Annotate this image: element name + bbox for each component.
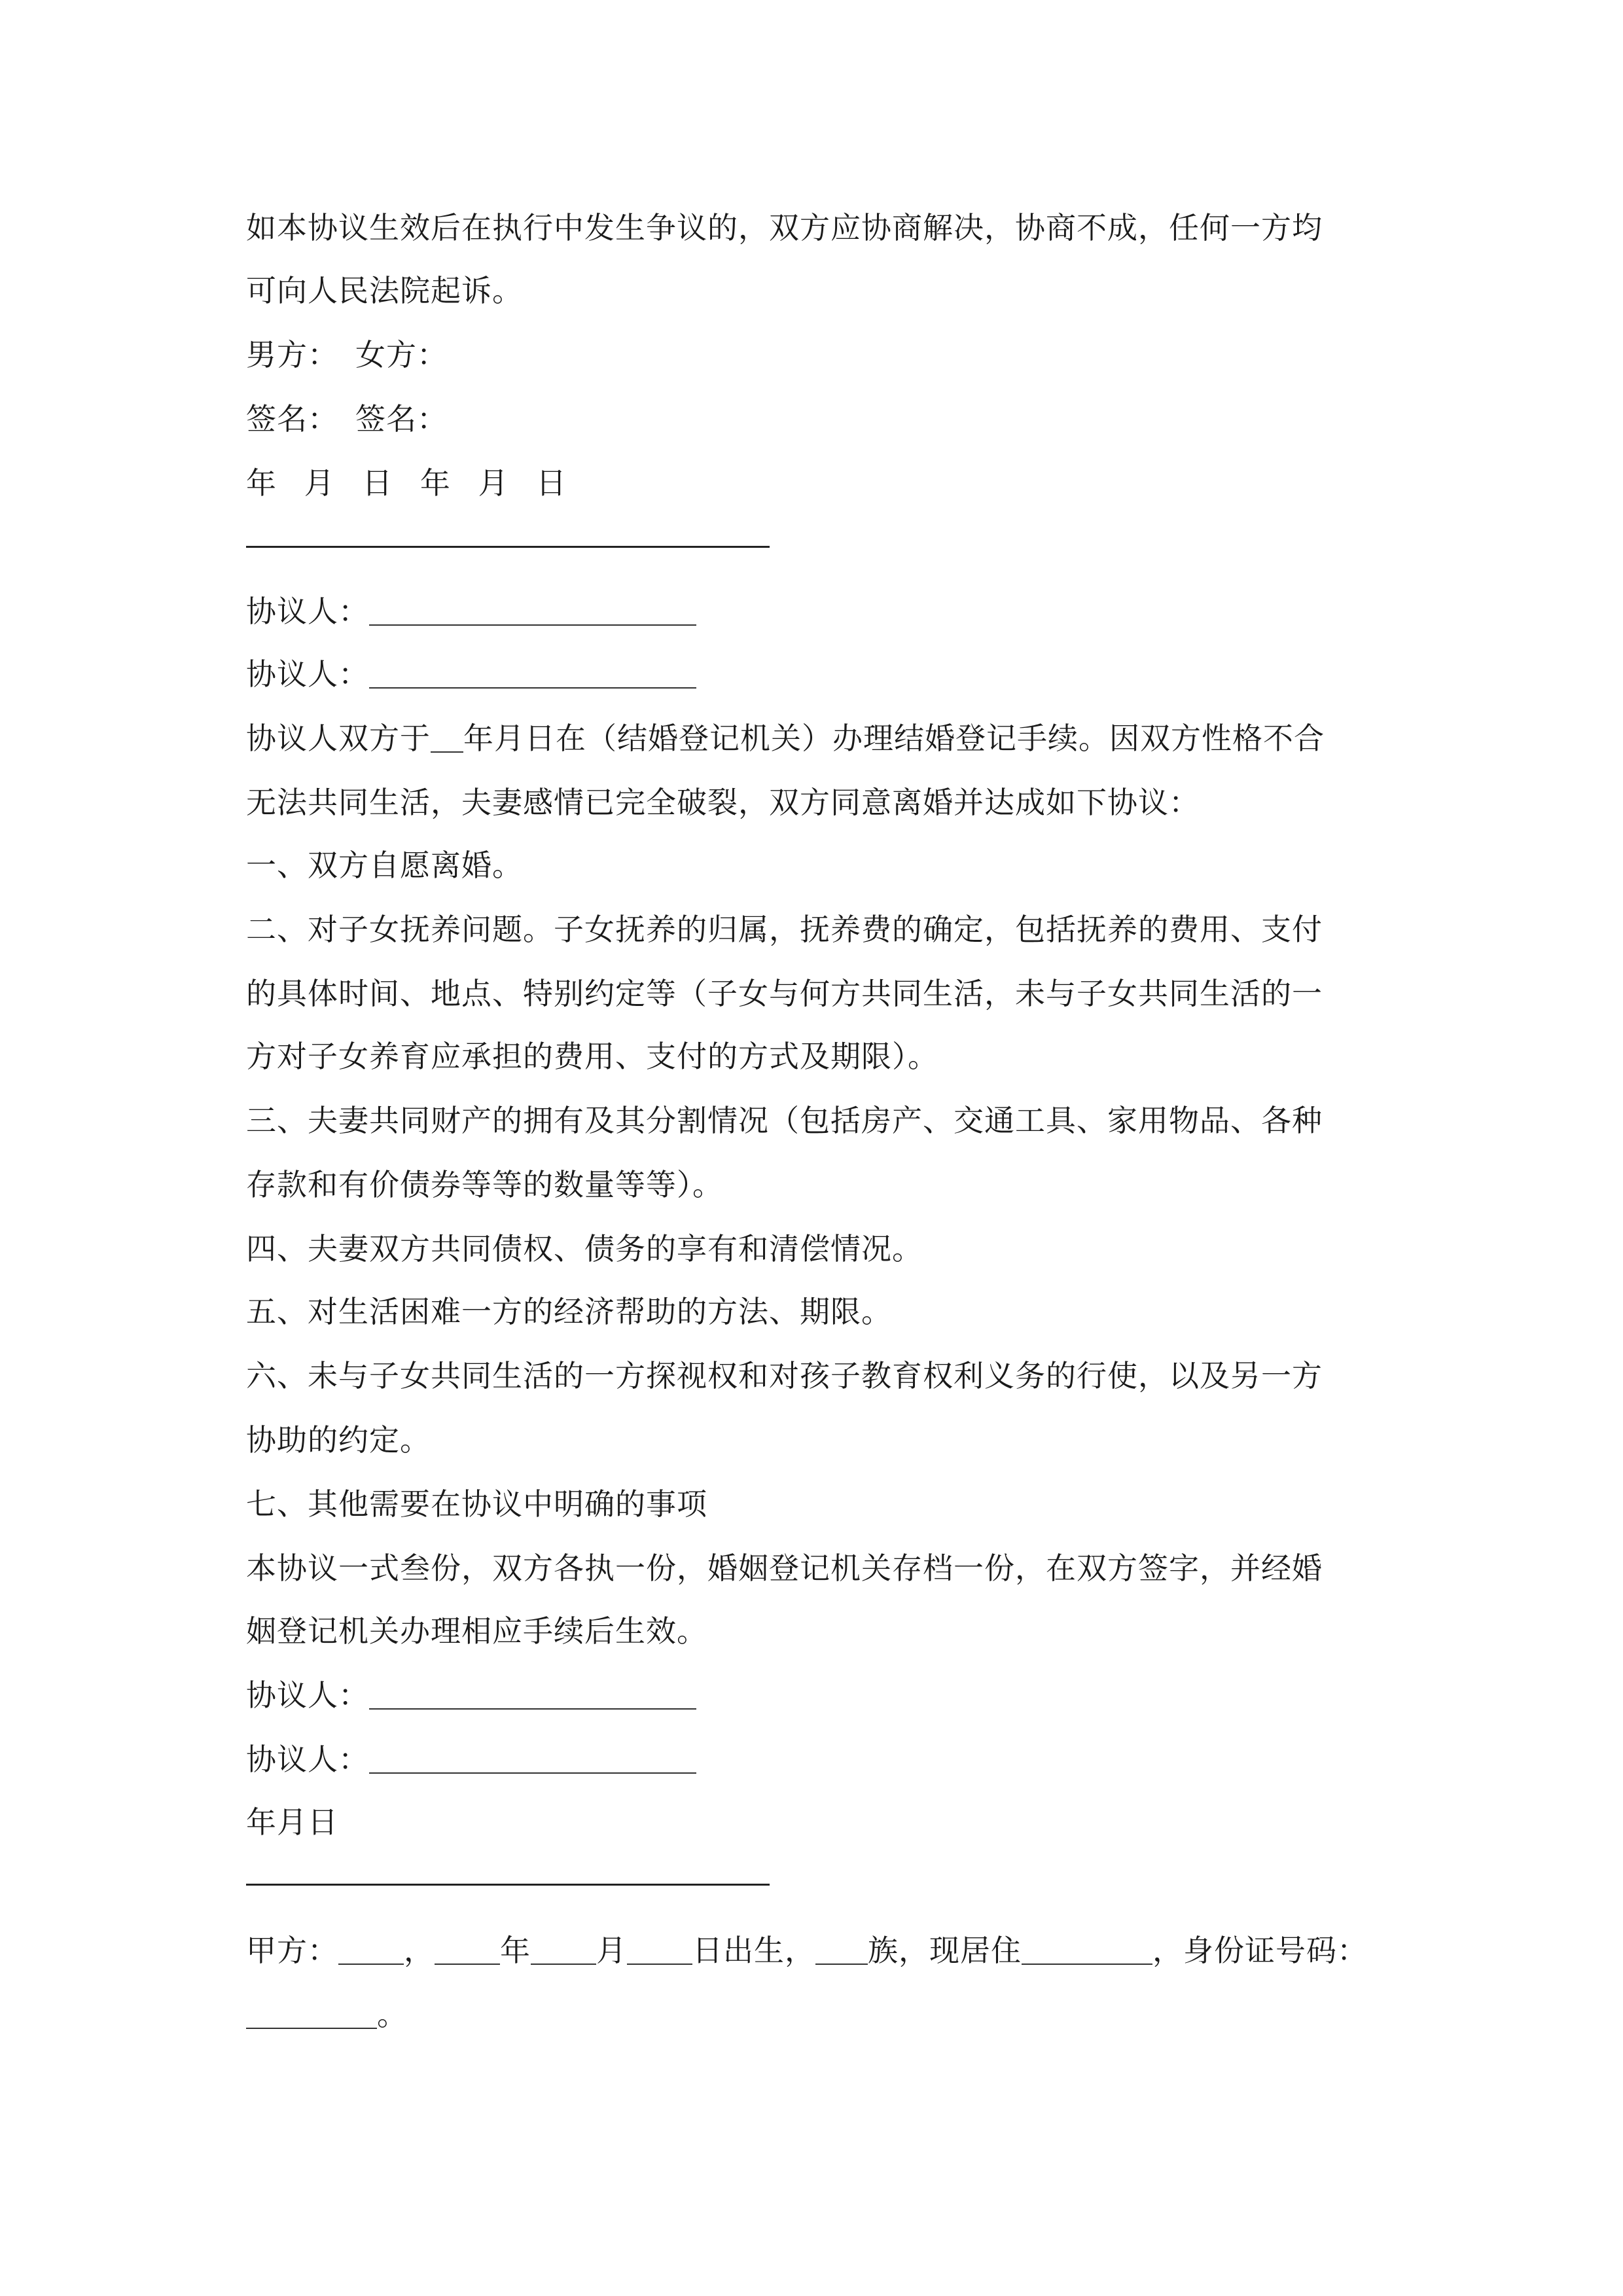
date-line [246, 463, 567, 503]
residence-blank [1022, 1935, 1152, 1965]
registration-text-b: 年月日在（结婚登记机关）办理结婚登记手续。因双方性格不合 [463, 721, 1325, 756]
birth-year-blank [435, 1935, 500, 1965]
party-label: 协议人： [246, 1742, 369, 1777]
party-a-line [246, 1931, 1368, 1970]
clause-3-line-1: 三、夫妻共同财产的拥有及其分割情况（包括房产、交通工具、家用物品、各种 [246, 1103, 1323, 1138]
party-underline [369, 1679, 696, 1710]
clause-1: 一、双方自愿离婚。 [246, 848, 523, 883]
signature-label-male: 签名： [246, 401, 338, 437]
comma: ， [404, 1933, 435, 1968]
id-number-label: ，身份证号码： [1152, 1933, 1368, 1968]
id-number-blank [246, 1999, 377, 2029]
date-day-2: 日 [536, 465, 567, 501]
signature-label-female: 签名： [355, 401, 448, 437]
date-line-2: 年月日 [246, 1804, 338, 1840]
birth-day-blank [627, 1935, 692, 1965]
party-line-1 [246, 592, 696, 631]
date-month-2: 月 [478, 465, 509, 501]
separator-rule-1 [246, 546, 770, 548]
copies-line-1: 本协议一式叁份，双方各执一份，婚姻登记机关存档一份，在双方签字，并经婚 [246, 1551, 1323, 1586]
end-mark: 。 [377, 1997, 408, 2032]
registration-blank [431, 723, 463, 753]
party-label: 协议人： [246, 594, 369, 629]
ethnicity-blank [815, 1935, 868, 1965]
name-blank [338, 1935, 404, 1965]
date-month: 月 [304, 465, 335, 501]
clause-2-line-1: 二、对子女抚养问题。子女抚养的归属，抚养费的确定，包括抚养的费用、支付 [246, 912, 1323, 947]
party-label: 协议人： [246, 1677, 369, 1713]
clause-7: 七、其他需要在协议中明确的事项 [246, 1486, 707, 1522]
id-number-line [246, 1995, 408, 2034]
marriage-registration-line [246, 719, 1325, 758]
clause-4: 四、夫妻双方共同债权、债务的享有和清偿情况。 [246, 1231, 923, 1266]
paragraph-dispute-line-1: 如本协议生效后在执行中发生争议的，双方应协商解决，协商不成，任何一方均 [246, 210, 1323, 245]
female-label: 女方： [355, 337, 448, 372]
clause-2-line-3: 方对子女养育应承担的费用、支付的方式及期限）。 [246, 1039, 938, 1074]
party-line-4 [246, 1740, 696, 1779]
clause-2-line-2: 的具体时间、地点、特别约定等（子女与何方共同生活，未与子女共同生活的一 [246, 976, 1323, 1011]
paragraph-dispute-line-2: 可向人民法院起诉。 [246, 273, 523, 308]
signature-line [246, 399, 448, 439]
clause-6-line-1: 六、未与子女共同生活的一方探视权和对孩子教育权利义务的行使，以及另一方 [246, 1358, 1323, 1393]
male-female-line [246, 335, 448, 374]
date-year-2: 年 [419, 465, 451, 501]
party-underline [369, 1744, 696, 1774]
date-day: 日 [362, 465, 393, 501]
date-year: 年 [246, 465, 277, 501]
birth-label: 日出生， [692, 1933, 815, 1968]
month-label: 月 [596, 1933, 627, 1968]
clause-6-line-2: 协助的约定。 [246, 1422, 431, 1458]
registration-text-a: 协议人双方于 [246, 721, 431, 756]
party-underline [369, 658, 696, 689]
party-line-3 [246, 1676, 696, 1715]
year-label: 年 [500, 1933, 531, 1968]
party-line-2 [246, 655, 696, 694]
party-label: 协议人： [246, 656, 369, 692]
party-a-label: 甲方： [246, 1933, 338, 1968]
male-label: 男方： [246, 337, 338, 372]
agreement-intro-line: 无法共同生活，夫妻感情已完全破裂，双方同意离婚并达成如下协议： [246, 785, 1200, 820]
separator-rule-2 [246, 1884, 770, 1886]
birth-month-blank [531, 1935, 596, 1965]
clause-3-line-2: 存款和有价债券等等的数量等等）。 [246, 1167, 723, 1202]
ethnicity-residence-label: 族，现居住 [868, 1933, 1022, 1968]
copies-line-2: 姻登记机关办理相应手续后生效。 [246, 1613, 707, 1649]
party-underline [369, 596, 696, 626]
clause-5: 五、对生活困难一方的经济帮助的方法、期限。 [246, 1294, 892, 1329]
